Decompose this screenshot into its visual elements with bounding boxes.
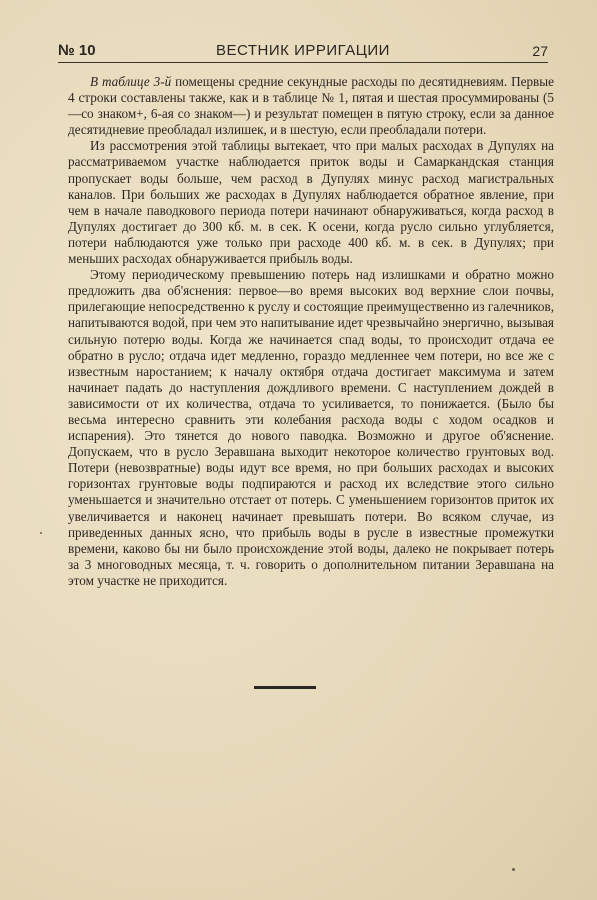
- paragraph-2: [68, 138, 554, 267]
- section-separator: [254, 686, 316, 689]
- paper-speck: [512, 868, 515, 871]
- paragraph-3: [68, 267, 554, 589]
- paragraph-1-lead: В таблице 3-й: [90, 74, 172, 89]
- issue-number: № 10: [58, 42, 96, 59]
- paragraph-3-text: Этому периодическому превышению потерь над излишками и обратно можно предложить два об'яснения: первое—во время высоких вод верхние слои почвы, прилегающие непосредственно к руслу и состоящие преимущественно из галечников, напитываются водой, при чем это напитывание идет чрезвычайно энергично, вызывая сильную потерю воды. Когда же начинается спад воды, то происходит отдача ее обратно в русло; отдача идет медленно, гораздо медленнее чем потери, но все же с известным наростанием; к началу октября отдача достигает максимума и затем начинает падать до наступления дождливого времени. С наступлением дождей в зависимости от их количества, отдача то усиливается, то понижается. (Было бы весьма интересно сравнить эти колебания расхода воды с ходом осадков и испарения). Это тянется до нового паводка. Возможно и другое об'яснение. Допускаем, что в русло Зеравшана выходит некоторое количество грунтовых вод. Потери (невозвратные) воды идут все время, но при больших расходах и высоких горизонтах грунтовые воды подпираются и расход их вследствие этого сильно уменьшается и значительно отстает от потерь. С уменьшением горизонтов приток их увеличивается и наконец начинает превышать потери. Во всяком случае, из приведенных данных ясно, что прибыль воды в русле в известные промежутки времени, каково бы ни было происхождение этой воды, далеко не покрывает потерь за 3 многоводных месяца, т. ч. говорить о дополнительном питании Зеравшана на этом участке не приходится.: [68, 267, 554, 588]
- paragraph-1-text: помещены средние секундные расходы по десятидневиям. Первые 4 строки составлены также, как и в таблице № 1, пятая и шестая просуммированы (5—со знаком+, 6-ая со знаком—) и результат помещен в пятую строку, если за данное десятидневие преобладал излишек, и в шестую, если преобладали потери.: [68, 74, 554, 138]
- paper-speck: [40, 532, 42, 534]
- paragraph-2-text: Из рассмотрения этой таблицы вытекает, что при малых расходах в Дупулях на рассматриваемом участке наблюдается приток воды и Самаркандская станция пропускает воды больше, чем расход в Дупулях минус расход магистральных каналов. При больших же расходах в Дупулях наблюдается обратное явление, при чем в начале паводкового периода потери начинают обнаруживаться, когда расход в Дупулях достигает до 300 кб. м. в сек. К осени, когда русло сильно углубляется, потери наблюдаются уже только при расходе 400 кб. м. в сек. в Дупулях; при меньших расходах обнаруживается прибыль воды.: [68, 138, 554, 267]
- page-number: 27: [532, 43, 548, 59]
- page-header: [58, 40, 548, 63]
- journal-title: ВЕСТНИК ИРРИГАЦИИ: [216, 42, 390, 59]
- article-body: [68, 74, 554, 589]
- paragraph-1: [68, 74, 554, 138]
